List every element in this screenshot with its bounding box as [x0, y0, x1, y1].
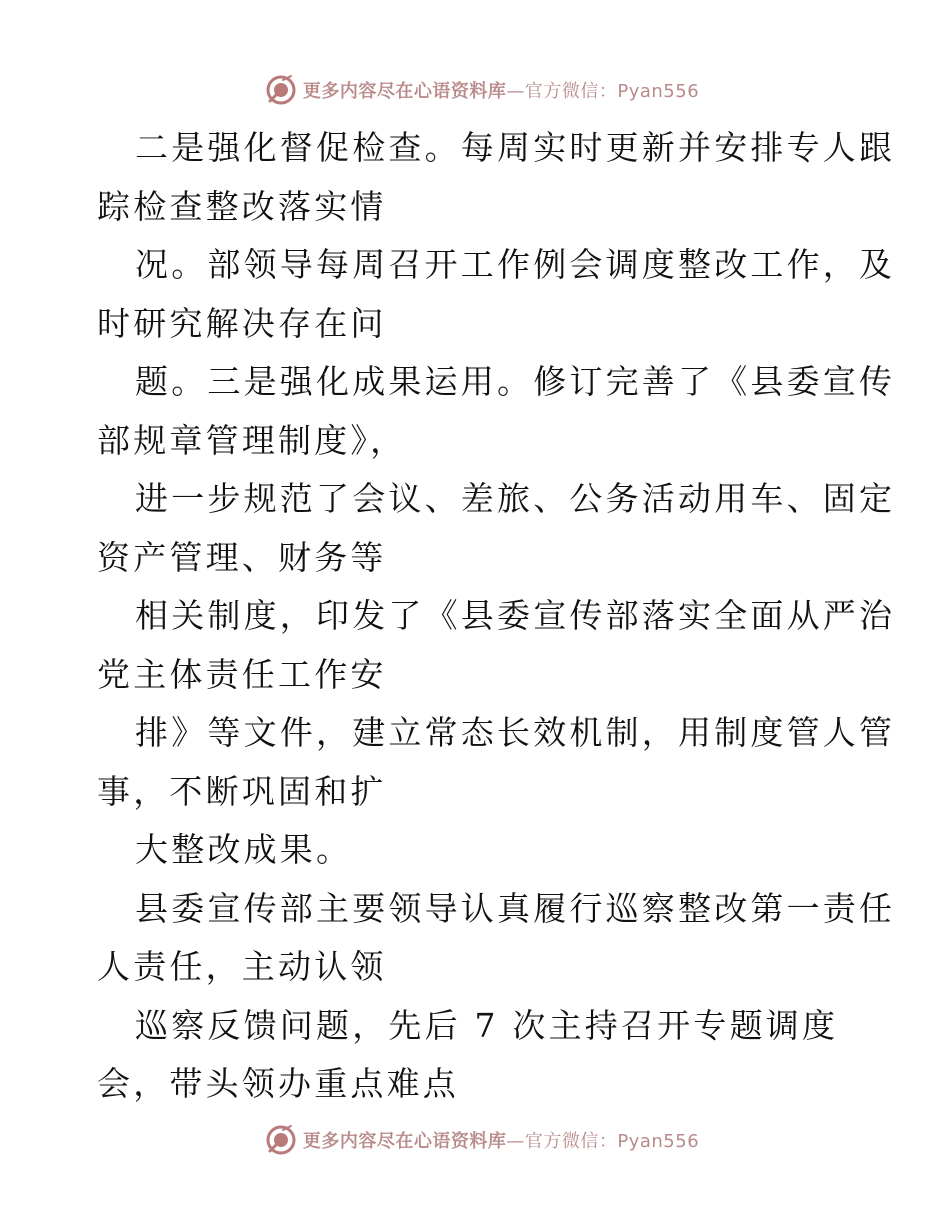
text-line: 事，不断巩固和扩 [97, 771, 387, 811]
document-body [97, 119, 896, 1114]
text-line: 资产管理、财务等 [97, 537, 387, 577]
text-line: 会，带头领办重点难点 [97, 1064, 459, 1103]
text-line: 踪检查整改落实情 [97, 186, 387, 226]
header-contact-text: —官方微信：Pyan556 [506, 81, 700, 102]
text-line: 时研究解决存在问 [97, 303, 387, 343]
header-banner [0, 72, 950, 108]
header-site-text: 更多内容尽在心语资料库 [302, 81, 507, 102]
text-line: 相关制度，印发了《县委宣传部落实全面从严治 [135, 596, 896, 635]
pen-logo-icon [265, 1124, 297, 1156]
header-banner-content [265, 74, 699, 106]
text-line: 况。部领导每周召开工作例会调度整改工作，及 [135, 245, 896, 284]
footer-site-text: 更多内容尽在心语资料库 [302, 1131, 507, 1152]
text-line: 县委宣传部主要领导认真履行巡察整改第一责任 [135, 888, 896, 928]
footer-banner [0, 1122, 950, 1158]
text-line: 进一步规范了会议、差旅、公务活动用车、固定 [135, 479, 896, 518]
text-line: 部规章管理制度》， [97, 420, 407, 460]
text-line: 大整改成果。 [135, 830, 353, 869]
footer-banner-content [265, 1124, 699, 1156]
text-line: 二是强化督促检查。每周实时更新并安排专人跟 [135, 128, 896, 167]
pen-logo-icon [265, 74, 297, 106]
text-line: 题。三是强化成果运用。修订完善了《县委宣传 [135, 362, 896, 401]
header-banner-text [303, 77, 699, 103]
text-line: 人责任，主动认领 [97, 947, 387, 986]
footer-banner-text [303, 1127, 699, 1153]
footer-contact-text: —官方微信：Pyan556 [506, 1131, 700, 1152]
text-line: 党主体责任工作安 [97, 654, 387, 694]
text-line: 巡察反馈问题，先后 7 次主持召开专题调度 [135, 1005, 839, 1045]
text-line: 排》等文件，建立常态长效机制，用制度管人管 [135, 713, 896, 752]
